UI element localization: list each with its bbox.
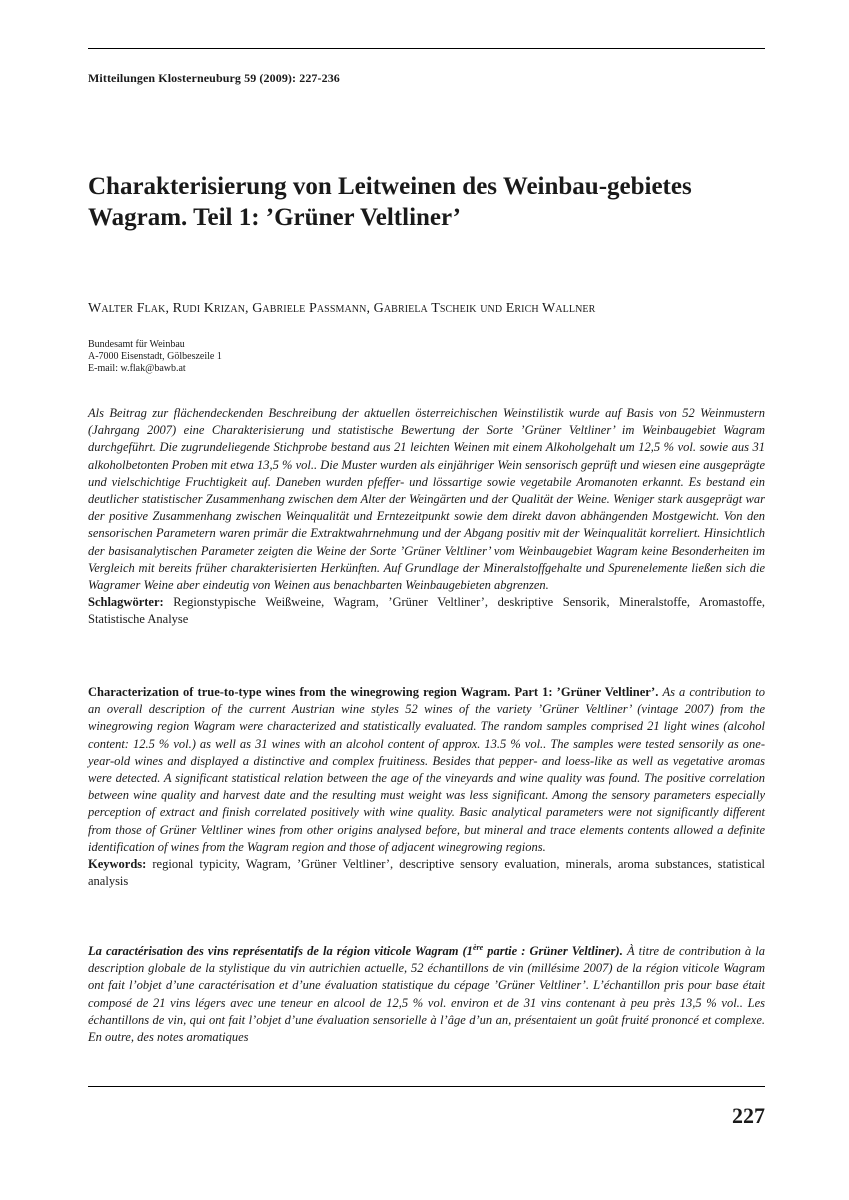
top-rule: [88, 48, 765, 49]
keywords-german-label: Schlagwörter:: [88, 595, 164, 610]
affiliation-email: E-mail: w.flak@bawb.at: [88, 363, 186, 374]
abstract-french: [88, 943, 765, 1046]
bottom-rule: [88, 1086, 765, 1087]
author-list: Walter Flak, Rudi Krizan, Gabriele Passmann, Gabriela Tscheik und Erich Wallner: [88, 301, 596, 316]
abstract-french-title-part1: La caractérisation des vins représentatifs de la région viticole Wagram (1: [88, 944, 473, 958]
keywords-english-text: regional typicity, Wagram, ’Grüner Veltliner’, descriptive sensory evaluation, minerals, aroma substances, statistical analysis: [88, 857, 765, 889]
article-title: Charakterisierung von Leitweinen des Weinbau-gebietes Wagram. Teil 1: ’Grüner Veltliner’: [88, 173, 692, 231]
abstract-german: [88, 405, 765, 629]
abstract-english-title: Characterization of true-to-type wines from the winegrowing region Wagram. Part 1: ’Grüner Veltliner’.: [88, 685, 659, 699]
page-number: 227: [732, 1103, 765, 1128]
affiliation-address: A-7000 Eisenstadt, Gölbeszeile 1: [88, 351, 222, 362]
abstract-french-title: [88, 944, 623, 958]
keywords-english: [88, 856, 765, 890]
abstract-french-title-part2: partie : Grüner Veltliner).: [483, 944, 623, 958]
affiliation: [88, 339, 488, 375]
journal-reference: Mitteilungen Klosterneuburg 59 (2009): 227-236: [88, 71, 340, 85]
keywords-german-text: Regionstypische Weißweine, Wagram, ’Grüner Veltliner’, deskriptive Sensorik, Mineralstoffe, Aromastoffe, Statistische Analyse: [88, 595, 766, 627]
abstract-english-body: [88, 684, 765, 856]
abstract-french-title-sup: ère: [472, 942, 484, 952]
abstract-french-text: À titre de contribution à la description globale de la stylistique du vin autrichien actuelle, 52 échantillons de vin (millésime 2007) de la région viticole Wagram ont fait l’objet d’une caractérisation et d’une évaluation statistique du cépage ’Grüner Veltliner’. L’échantillon pris pour base était composé de 21 vins légers avec une teneur en alcool de 12,5 % vol. environ et de 31 vins contenant à peu près 13,5 % vol.. Les échantillons de vin, qui ont fait l’objet d’une évaluation sensorielle à l’âge d’un an, présentaient un goût fruité prononcé et complexe. En outre, des notes aromatiques: [88, 944, 766, 1045]
abstract-english: [88, 684, 765, 890]
abstract-german-text: Als Beitrag zur flächendeckenden Beschreibung der aktuellen österreichischen Weinstilistik wurde auf Basis von 52 Weinmustern (Jahrgang 2007) eine Charakterisierung und statistische Bewertung der Sorte ’Grüner Veltliner’ im Weinbaugebiet Wagram durchgeführt. Die zugrundeliegende Stichprobe bestand aus 21 leichten Weinen mit einem Alkoholgehalt um 12,5 % vol. sowie aus 31 alkoholbetonten Proben mit etwa 13,5 % vol.. Die Muster wurden als einjähriger Wein sensorisch geprüft und wiesen eine ausgeprägte und vielschichtige Fruchtigkeit auf. Daneben wurden pfeffer- und lössartige sowie vegetabile Aromanoten erkannt. Es bestand ein deutlicher statistischer Zusammenhang zwischen dem Alter der Weingärten und der Qualität der Weine. Weniger stark ausgeprägt war der positive Zusammenhang zwischen Weinqualität und Erntezeitpunkt sowie dem direkt davon abhängenden Mostgewicht. Von den sensorischen Parametern waren primär die Extraktwahrnehmung und der Abgang positiv mit der Weinqualität korreliert. Hinsichtlich der basisanalytischen Parameter zeigten die Weine der Sorte ’Grüner Veltliner’ vom Weinbaugebiet Wagram keine Besonderheiten im Vergleich mit bereits früher charakterisierten Herkünften. Auf Grundlage der Mineralstoffgehalte und Spurenelemente ließen sich die Wagramer Weine aber eindeutig von Weinen aus benachbarten Weinbaugebieten abgrenzen.: [88, 406, 765, 593]
affiliation-institution: Bundesamt für Weinbau: [88, 339, 185, 350]
abstract-english-text: As a contribution to an overall description of the current Austrian wine styles 52 wines of the variety ’Grüner Veltliner’ (vintage 2007) from the winegrowing region Wagram were characterized and statistically evaluated. The random samples comprised 21 light wines (alcohol content: 12.5 % vol.) as well as 31 wines with an alcohol content of approx. 13.5 % vol.. The samples were tested sensorily as one-year-old wines and displayed a distinctive and complex fruitiness. Besides that pepper- and loess-like as well as vegetative aromas were detected. A significant statistical relation between the age of the vineyards and wine quality was found. The positive correlation between wine quality and harvest date and the resulting must weight was less significant. Among the sensory parameters especially perception of extract and finish correlated positively with wine quality. Basic analytical parameters were not significantly different from those of Grüner Veltliner wines from other origins analysed before, but mineral and trace elements contents allowed a definite identification of wines from the Wagram region and those of adjacent winegrowing regions.: [88, 685, 765, 854]
keywords-german: [88, 594, 765, 628]
keywords-english-label: Keywords:: [88, 857, 147, 872]
